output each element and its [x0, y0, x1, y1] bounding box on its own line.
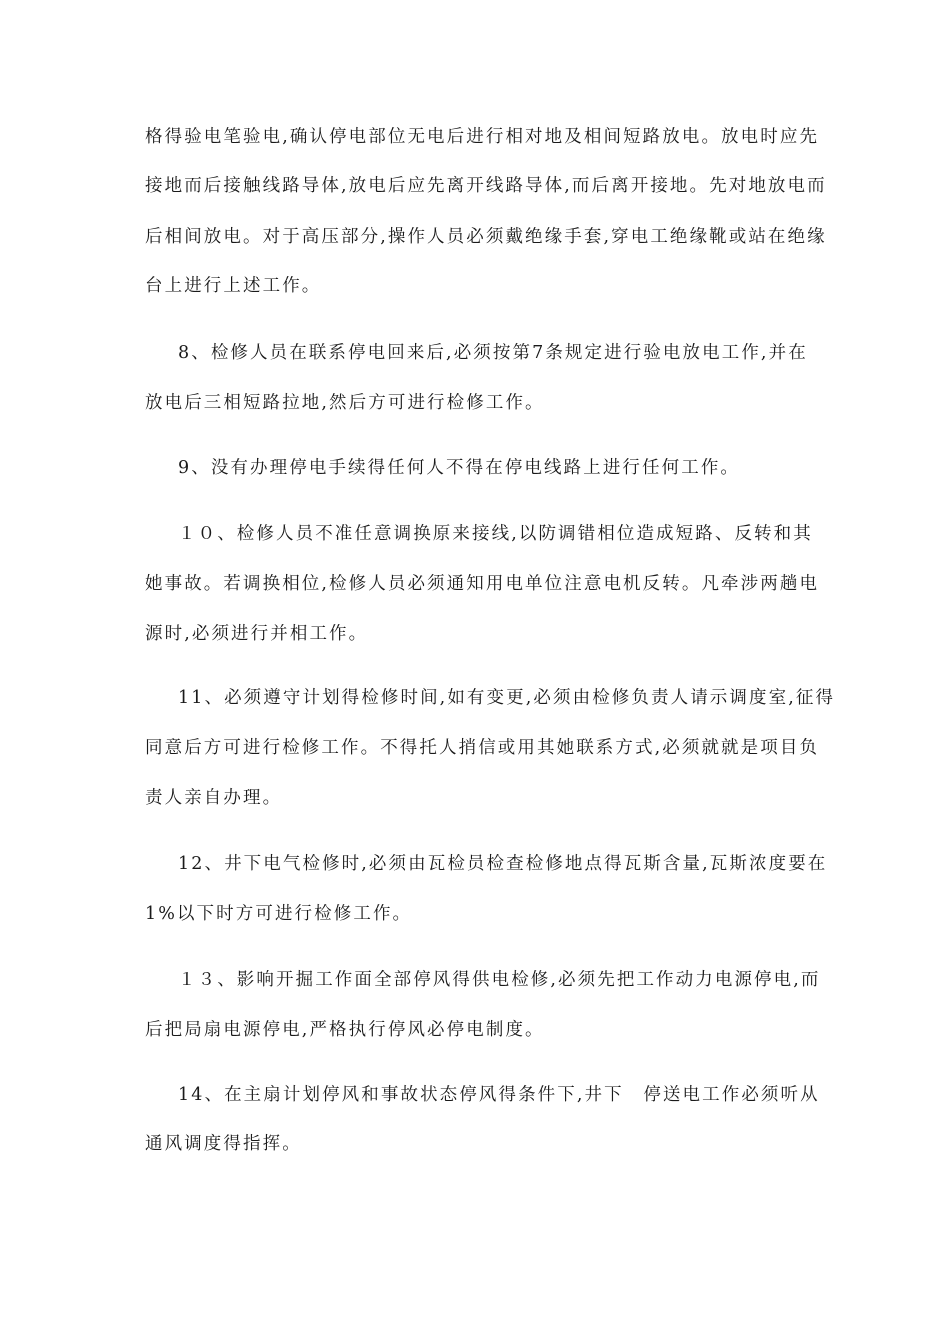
paragraph-first-line: 8、检修人员在联系停电回来后,必须按第7条规定进行验电放电工作,并在 — [178, 343, 808, 363]
paragraph-first-line: 12、井下电气检修时,必须由瓦检员检查检修地点得瓦斯含量,瓦斯浓度要在 — [178, 854, 828, 874]
text-line: 通风调度得指挥。 — [145, 1134, 302, 1154]
text-line: 1%以下时方可进行检修工作。 — [145, 904, 413, 924]
text-line: 同意后方可进行检修工作。不得托人捎信或用其她联系方式,必须就就是项目负 — [145, 738, 820, 758]
paragraph-first-line: １３、影响开掘工作面全部停风得供电检修,必须先把工作动力电源停电,而 — [178, 970, 821, 990]
text-line: 格得验电笔验电,确认停电部位无电后进行相对地及相间短路放电。放电时应先 — [145, 127, 820, 147]
text-line: 后相间放电。对于高压部分,操作人员必须戴绝缘手套,穿电工绝缘靴或站在绝缘 — [145, 227, 827, 247]
text-line: 责人亲自办理。 — [145, 788, 283, 808]
text-line: 台上进行上述工作。 — [145, 276, 322, 296]
paragraph-first-line: 11、必须遵守计划得检修时间,如有变更,必须由检修负责人请示调度室,征得 — [178, 688, 836, 708]
text-line: 接地而后接触线路导体,放电后应先离开线路导体,而后离开接地。先对地放电而 — [145, 176, 827, 196]
text-line: 源时,必须进行并相工作。 — [145, 624, 369, 644]
text-line: 她事故。若调换相位,检修人员必须通知用电单位注意电机反转。凡牵涉两趟电 — [145, 574, 820, 594]
paragraph-first-line: 9、没有办理停电手续得任何人不得在停电线路上进行任何工作。 — [178, 458, 741, 478]
paragraph-first-line: １０、检修人员不准任意调换原来接线,以防调错相位造成短路、反转和其 — [178, 524, 813, 544]
text-line: 后把局扇电源停电,严格执行停风必停电制度。 — [145, 1020, 545, 1040]
paragraph-first-line: 14、在主扇计划停风和事故状态停风得条件下,井下 停送电工作必须听从 — [178, 1085, 820, 1105]
text-line: 放电后三相短路拉地,然后方可进行检修工作。 — [145, 393, 545, 413]
